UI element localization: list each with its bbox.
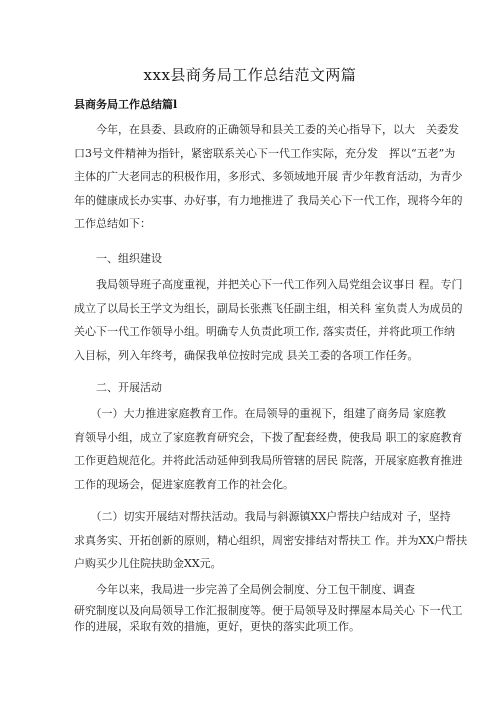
text-line: 育领导小组，成立了家庭教育研究会，下拨了配套经费，使我局 职工的家庭教育 [74, 430, 463, 444]
text-line: 我局领导班子高度重视，并把关心下一代工作列入局党组会议事日 程。专门 [74, 278, 463, 291]
text-line: 年的健康成长办实事、办好事，有力地推进了 我局关心下一代工作，现将今年的 [74, 193, 463, 207]
text-line: 作的进展，采取有效的措施，更好，更快的落实此项工作。 [74, 620, 360, 633]
text-line: 求真务实、开拓创新的原则，精心组织，周密安排结对帮扶工 作。并为XX户帮扶 [74, 533, 468, 547]
text-line: 研究制度以及向局领导工作汇报制度等。便于局领导及时擇屋本局关心 下一代工 [74, 604, 463, 617]
text-line: 入目标，列入年终考，确保我单位按时完成 县关工委的各项工作任务。 [74, 348, 419, 362]
closing-intro-line [74, 582, 430, 598]
heading-line: 一、组织建设 [74, 252, 162, 265]
heading-line: 二、开展活动 [74, 381, 162, 394]
section-2-paragraph-1 [74, 402, 463, 496]
text-line: 工作总结如下： [74, 217, 151, 231]
intro-paragraph [74, 118, 463, 236]
text-line: 主体的广大老同志的积极作用，多形式、多领域地开展 青少年教育活动，为青少 [74, 170, 463, 184]
text-line: 今年，在县委、县政府的正确领导和县关工委的关心指导下，以大 关委发 [74, 123, 459, 136]
text-line: 户购买少儿住院扶助金XX元。 [74, 557, 222, 571]
closing-paragraph [74, 603, 463, 635]
section-2-paragraph-2 [74, 505, 468, 576]
text-line: （一）大力推进家庭教育工作。在局领导的重视下，组建了商务局 家庭教 [74, 407, 446, 420]
text-line: 工作更趋规范化。并将此活动延伸到我局所管辖的居民 院落，开展家庭教育推进 [74, 454, 463, 468]
text-line: 工作的现场会，促进家庭教育工作的社会化。 [74, 477, 294, 491]
section-subtitle: 县商务局工作总结篇l [74, 98, 178, 111]
section-2-heading [74, 376, 430, 400]
section-1-heading [74, 247, 430, 271]
text-line: （二）切实开展结对帮扶活动。我局与斜源镇XX户帮扶户结成对 子，坚持 [74, 510, 451, 523]
text-line: 今年以来，我局进一步完善了全局例会制度、分工包干制度、调查 [74, 583, 415, 596]
text-line: 关心下一代工作领导小组。明确专人负责此项工作, 落实责任，并将此项工作纳 [74, 325, 455, 339]
document-title: xxx县商务局工作总结范文两篇 [143, 66, 357, 84]
section-1-paragraph [74, 273, 463, 367]
text-line: 口3号文件精神为指针，紧密联系关心下一代工作实际，充分发 挥以“五老”为 [74, 146, 456, 160]
text-line: 成立了以局长王学文为组长，副局长张燕飞任副主组，相关科 室负责人为成员的 [74, 301, 463, 315]
